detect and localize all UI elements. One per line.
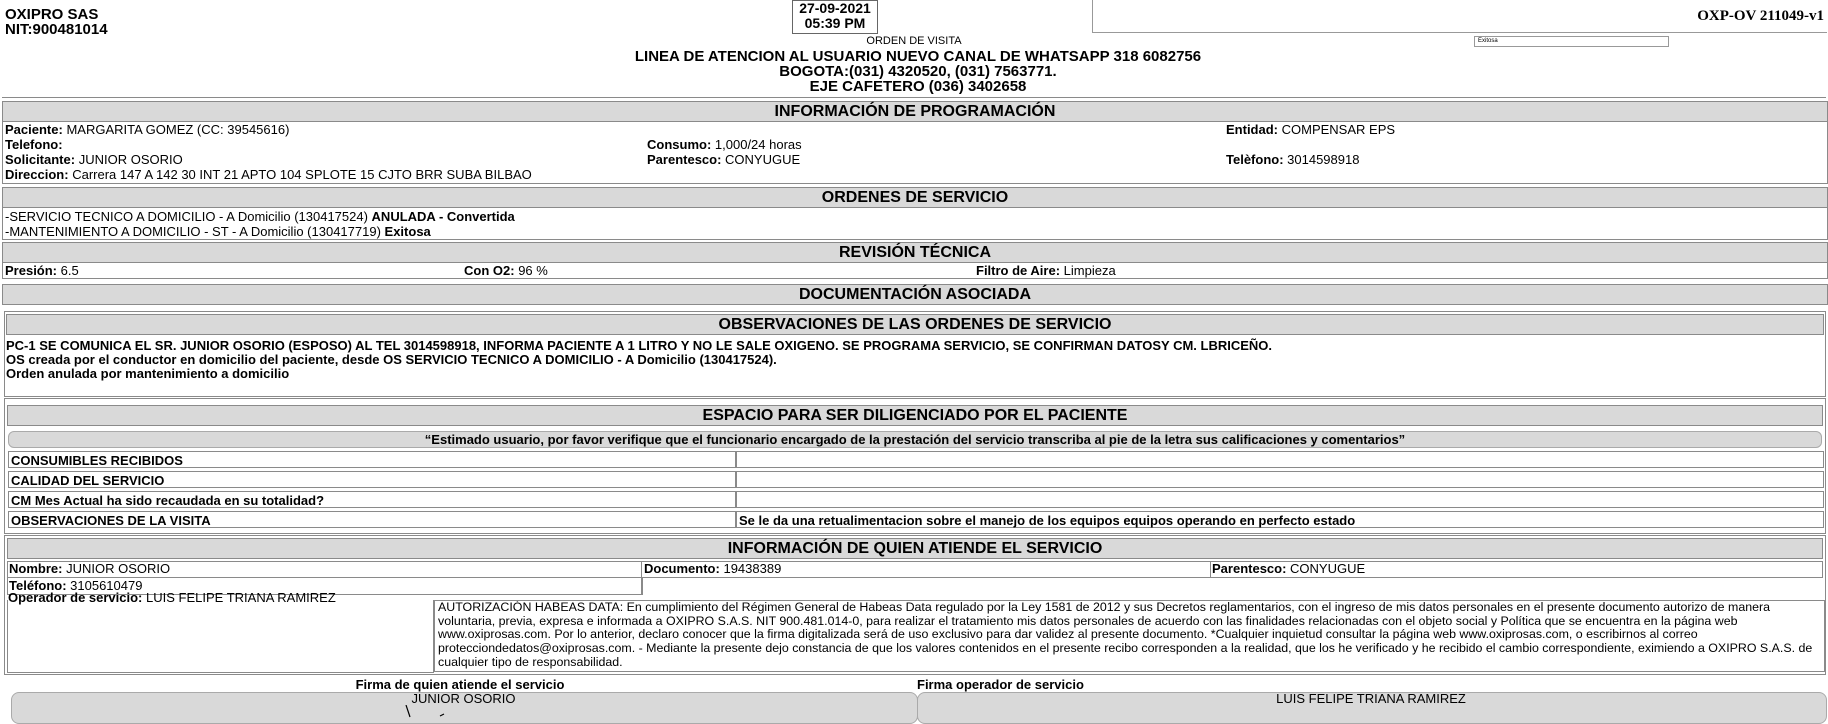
observacion-line: PC-1 SE COMUNICA EL SR. JUNIOR OSORIO (ESPOSO) AL TEL 3014598918, INFORMA PACIENTE A 1 LITRO Y NO LE SALE OXIGENO. SE PROGRAMA SERVICIO, SE CONFIRMAN DATOSY CM. LBRICEÑO. bbox=[6, 338, 1273, 353]
atiende-operador: Operador de servicio: LUIS FELIPE TRIANA RAMIREZ bbox=[8, 590, 336, 605]
atiende-parentesco: Parentesco: CONYUGUE bbox=[1212, 561, 1366, 576]
o2-row: Con O2: 96 % bbox=[464, 263, 548, 278]
direccion-value: Carrera 147 A 142 30 INT 21 APTO 104 SPLOTE 15 CJTO BRR SUBA BILBAO bbox=[72, 167, 532, 182]
atiende-row-1 bbox=[7, 561, 1823, 578]
observacion-line: Orden anulada por mantenimiento a domicilio bbox=[6, 366, 290, 381]
consumibles-value bbox=[736, 451, 1824, 468]
atiende-nombre: Nombre: JUNIOR OSORIO bbox=[9, 561, 171, 576]
header-line-3: EJE CAFETERO (036) 3402658 bbox=[809, 78, 1027, 95]
status-tag: Exitosa bbox=[1474, 36, 1669, 47]
orden-status: ANULADA - Convertida bbox=[371, 209, 515, 224]
telefono2-value: 3014598918 bbox=[1287, 152, 1360, 167]
orden-item: -SERVICIO TECNICO A DOMICILIO - A Domicilio (130417524) ANULADA - Convertida bbox=[5, 209, 515, 224]
cm-value bbox=[736, 491, 1824, 508]
observaciones-visita-label: OBSERVACIONES DE LA VISITA bbox=[8, 511, 736, 528]
atiende-telefono-value: 3105610479 bbox=[70, 578, 143, 593]
atiende-documento-value: 19438389 bbox=[723, 561, 782, 576]
atiende-telefono: Teléfono: 3105610479 bbox=[9, 578, 143, 593]
atiende-operador-value: LUIS FELIPE TRIANA RAMIREZ bbox=[146, 590, 336, 605]
documentacion-title: DOCUMENTACIÓN ASOCIADA bbox=[2, 284, 1828, 305]
doc-code: OXP-OV 211049-v1 bbox=[1697, 8, 1824, 24]
revision-box bbox=[2, 262, 1828, 279]
telefono-label: Telefono: bbox=[5, 137, 63, 152]
calidad-value bbox=[736, 471, 1824, 488]
company-name: OXIPRO SAS bbox=[5, 6, 99, 23]
entidad-row: Entidad: COMPENSAR EPS bbox=[1226, 122, 1396, 137]
paciente-space-notice: “Estimado usuario, por favor verifique que el funcionario encargado de la prestación del servicio transcriba al pie de la letra sus calificaciones y comentarios” bbox=[8, 431, 1822, 448]
firma-atiende-label: Firma de quien atiende el servicio bbox=[355, 677, 565, 692]
atiende-parentesco-value: CONYUGUE bbox=[1290, 561, 1366, 576]
atiende-divider bbox=[1210, 561, 1211, 577]
paciente-space-title: ESPACIO PARA SER DILIGENCIADO POR EL PACIENTE bbox=[7, 405, 1823, 426]
page-frame bbox=[2, 97, 1826, 98]
observaciones-visita-value: Se le da una retualimentacion sobre el manejo de los equipos equipos operando en perfecto estado bbox=[736, 511, 1824, 528]
date: 27-09-2021 bbox=[799, 0, 871, 16]
header-line-1: LINEA DE ATENCION AL USUARIO NUEVO CANAL DE WHATSAPP 318 6082756 bbox=[634, 48, 1202, 65]
filtro-row: Filtro de Aire: Limpieza bbox=[976, 263, 1116, 278]
calidad-label: CALIDAD DEL SERVICIO bbox=[8, 471, 736, 488]
observacion-line: OS creada por el conductor en domicilio del paciente, desde OS SERVICIO TECNICO A DOMICILIO - A Domicilio (130417524). bbox=[6, 352, 777, 367]
consumo-row: Consumo: 1,000/24 horas bbox=[647, 137, 802, 152]
orden-item: -MANTENIMIENTO A DOMICILIO - ST - A Domicilio (130417719) Exitosa bbox=[5, 224, 431, 239]
presion-row: Presión: 6.5 bbox=[5, 263, 79, 278]
datetime-box bbox=[792, 0, 878, 34]
presion-value: 6.5 bbox=[60, 263, 79, 278]
programacion-title: INFORMACIÓN DE PROGRAMACIÓN bbox=[2, 101, 1828, 122]
cm-label: CM Mes Actual ha sido recaudada en su totalidad? bbox=[8, 491, 736, 508]
firma-atiende-name: JUNIOR OSORIO bbox=[411, 691, 516, 706]
atiende-nombre-value: JUNIOR OSORIO bbox=[66, 561, 171, 576]
habeas-data-text: AUTORIZACIÓN HABEAS DATA: En cumplimiento del Régimen General de Habeas Data regulado por la Ley 1581 de 2012 y sus Decretos reglamentarios, con el ingreso de mis datos personales en el presente documento autorizo de manera voluntaria, previa, expresa e informada a OXIPRO S.A.S. NIT 900.481.014-0, para realizar el tratamiento mis datos personales de acuerdo con las finalidades relacionadas con el objeto social y Política que se encuentra en la página web www.oxiprosas.com. Por lo anterior, declaro conocer que la firma digitalizada será de uso exclusivo para dar validez al presente documento. *Cualquier inquietud consultar la página web www.oxiprosas.com, o escribirnos al correo protecciondedatos@oxiprosas.com. - Mediante la presente dejo constancia de que los valores contenidos en el presente recibo corresponden a la realidad, que los he verificado y he recibido el cambio correspondiente, eximiendo a OXIPRO S.A.S. de cualquier tipo de responsabilidad. bbox=[434, 600, 1825, 672]
firma-operador-label: Firma operador de servicio bbox=[917, 677, 1084, 692]
parentesco-row: Parentesco: CONYUGUE bbox=[647, 152, 801, 167]
habeas-data-left bbox=[7, 600, 434, 673]
doc-subtitle: ORDEN DE VISITA bbox=[866, 35, 962, 47]
filtro-value: Limpieza bbox=[1063, 263, 1116, 278]
o2-value: 96 % bbox=[518, 263, 548, 278]
solicitante-value: JUNIOR OSORIO bbox=[78, 152, 183, 167]
atiende-documento: Documento: 19438389 bbox=[644, 561, 782, 576]
company-nit: NIT:900481014 bbox=[5, 21, 108, 38]
time: 05:39 PM bbox=[804, 15, 866, 31]
paciente-value: MARGARITA GOMEZ (CC: 39545616) bbox=[66, 122, 290, 137]
header-line-2: BOGOTA:(031) 4320520, (031) 7563771. bbox=[779, 63, 1057, 80]
revision-title: REVISIÓN TÉCNICA bbox=[2, 242, 1828, 263]
signature-stroke-icon bbox=[400, 705, 490, 718]
parentesco-value: CONYUGUE bbox=[725, 152, 801, 167]
ordenes-title: ORDENES DE SERVICIO bbox=[2, 187, 1828, 208]
entidad-value: COMPENSAR EPS bbox=[1281, 122, 1396, 137]
consumibles-label: CONSUMIBLES RECIBIDOS bbox=[8, 451, 736, 468]
direccion-row: Direccion: Carrera 147 A 142 30 INT 21 APTO 104 SPLOTE 15 CJTO BRR SUBA BILBAO bbox=[5, 167, 532, 182]
firma-operador-name: LUIS FELIPE TRIANA RAMIREZ bbox=[1276, 691, 1466, 706]
telefono2-row: Telèfono: 3014598918 bbox=[1226, 152, 1360, 167]
paciente-row: Paciente: MARGARITA GOMEZ (CC: 39545616) bbox=[5, 122, 290, 137]
observaciones-title: OBSERVACIONES DE LAS ORDENES DE SERVICIO bbox=[6, 314, 1824, 335]
solicitante-row: Solicitante: JUNIOR OSORIO bbox=[5, 152, 183, 167]
consumo-value: 1,000/24 horas bbox=[714, 137, 802, 152]
atiende-title: INFORMACIÓN DE QUIEN ATIENDE EL SERVICIO bbox=[7, 538, 1823, 559]
orden-status: Exitosa bbox=[384, 224, 431, 239]
